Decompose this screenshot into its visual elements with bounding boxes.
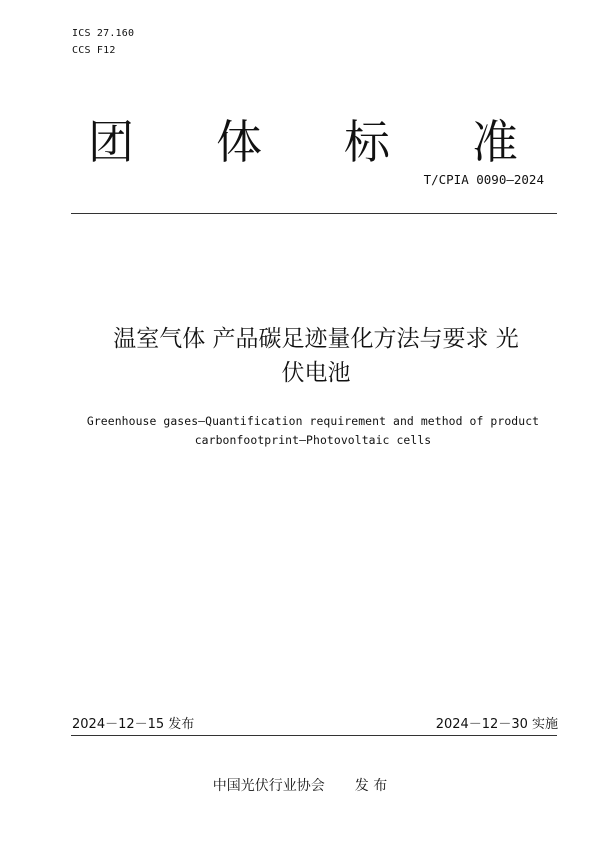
footer-divider (71, 735, 557, 736)
header-divider (71, 213, 557, 214)
document-title-cn-line1: 温室气体 产品碳足迹量化方法与要求 光 (113, 326, 519, 352)
standard-type-title (88, 112, 518, 172)
publisher-name: 中国光伏行业协会 (212, 778, 325, 794)
document-title-en-line1: Greenhouse gases—Quantification requirement and method of product (86, 414, 540, 428)
document-title-cn (76, 322, 556, 390)
publisher-line (0, 775, 600, 795)
ics-code: ICS 27.160 (72, 28, 135, 39)
standard-type-char: 准 (472, 115, 518, 169)
standard-type-char: 团 (88, 115, 134, 169)
ccs-code: CCS F12 (72, 45, 116, 56)
implement-date: 2024－12－30 实施 (435, 717, 558, 732)
document-title-en-line2: carbonfootprint—Photovoltaic cells (194, 433, 432, 447)
standard-type-char: 标 (344, 115, 390, 169)
publisher-action: 发 布 (354, 778, 388, 794)
document-title-en (60, 412, 566, 450)
document-title-cn-line2: 伏电池 (281, 360, 351, 386)
standard-type-char: 体 (216, 115, 262, 169)
publish-date: 2024－12－15 发布 (72, 717, 195, 732)
standard-code: T/CPIA 0090—2024 (423, 172, 544, 187)
